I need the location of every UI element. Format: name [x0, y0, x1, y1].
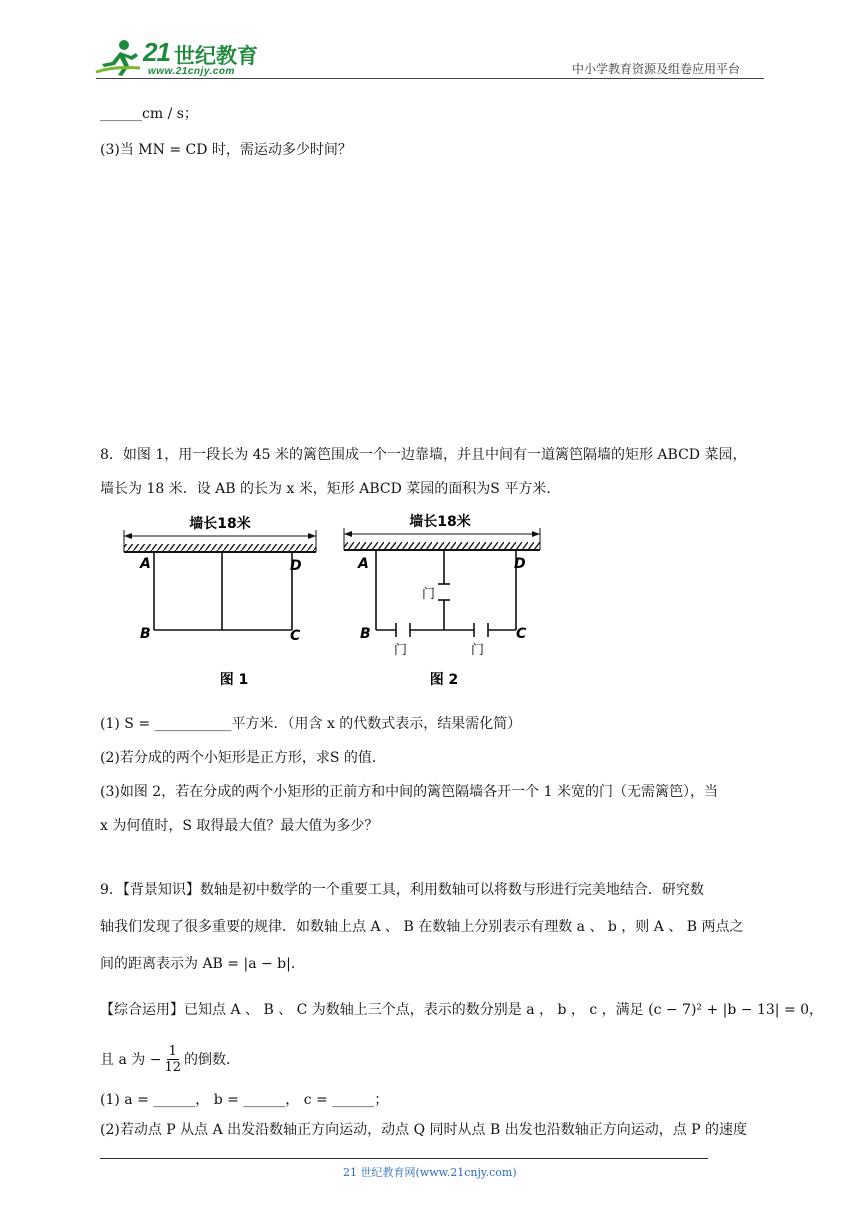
fig2-label-d: D [514, 556, 526, 572]
fig2-caption: 图 2 [429, 672, 459, 688]
q8-sub1: (1) S = ___________平方米．（用含 x 的代数式表示，结果需化简） [100, 716, 522, 732]
fig1-label-d: D [290, 558, 302, 574]
header [0, 0, 860, 90]
q8-sub2: (2)若分成的两个小矩形是正方形，求S 的值． [100, 750, 386, 766]
fig2-label-b: B [360, 626, 371, 642]
q7-answer-blank: ______cm / s； [100, 106, 198, 122]
logo-text: 世纪教育 [174, 44, 258, 68]
fig1-label-a: A [140, 556, 151, 572]
fig2-label-c: C [516, 626, 527, 642]
fig1-caption: 图 1 [219, 672, 249, 688]
q7-sub3: (3)当 MN = CD 时，需运动多少时间？ [100, 142, 352, 158]
q8-stem-line1: 8．如图 1，用一段长为 45 米的篱笆围成一个一边靠墙，并且中间有一道篱笆隔墙的矩形 ABCD 菜园， [100, 447, 747, 463]
fig2-wall-hatch [344, 542, 540, 550]
footer-rule [100, 1158, 708, 1159]
platform-name: 中小学教育资源及组卷应用平台 [572, 62, 741, 76]
fig1-label-c: C [290, 628, 301, 644]
fig1-wall-label: 墙长18米 [189, 516, 251, 532]
q9-sub1: (1) a = ______， b = ______， c = ______； [100, 1092, 389, 1108]
q9-application-line2 [100, 1044, 240, 1075]
q8-sub3-line2: x 为何值时，S 取得最大值？最大值为多少？ [100, 818, 379, 834]
fig2-door-left-label: 门 [394, 643, 408, 658]
footer-link[interactable]: 21 世纪教育网(www.21cnjy.com) [343, 1166, 517, 1179]
q9-sub2: (2)若动点 P 从点 A 出发沿数轴正方向运动，动点 Q 同时从点 B 出发也沿数轴正方向运动，点 P 的速度 [100, 1122, 748, 1138]
runner-logo-icon [94, 38, 144, 78]
figure-1-diagram [110, 510, 330, 690]
fig2-label-a: A [358, 556, 369, 572]
q8-stem-line2: 墙长为 18 米．设 AB 的长为 x 米，矩形 ABCD 菜园的面积为S 平方米． [100, 481, 561, 497]
fig2-door-middle-label: 门 [422, 587, 436, 602]
fig2-door-right-label: 门 [471, 643, 485, 658]
q9-stem-line3: 间的距离表示为 AB = |a − b|． [100, 956, 305, 972]
fraction [164, 1044, 181, 1075]
logo-url: www.21cnjy.com [148, 66, 235, 77]
q8-sub3-line1: (3)如图 2，若在分成的两个小矩形的正前方和中间的篱笆隔墙各开一个 1 米宽的门（无需篱笆），当 [100, 784, 718, 800]
q9-application-line1: 【综合运用】已知点 A 、 B 、 C 为数轴上三个点，表示的数分别是 a ， b ， c ，满足 (c − 7)² + |b − 13| = 0， [100, 1002, 824, 1018]
q9-line5-suffix: 的倒数． [183, 1051, 240, 1068]
fig1-wall-hatch [124, 544, 316, 552]
fraction-denominator: 12 [164, 1060, 181, 1075]
logo-number: 21 [143, 37, 170, 67]
q9-line5-prefix: 且 a 为 − [100, 1051, 162, 1068]
fig1-label-b: B [140, 626, 151, 642]
fraction-numerator: 1 [168, 1044, 177, 1059]
q9-stem-line1: 9．【背景知识】数轴是初中数学的一个重要工具，利用数轴可以将数与形进行完美地结合．研究数 [100, 882, 704, 898]
q9-stem-line2: 轴我们发现了很多重要的规律．如数轴上点 A 、 B 在数轴上分别表示有理数 a 、 b ，则 A 、 B 两点之 [100, 919, 744, 935]
header-rule [96, 78, 764, 79]
figure-2-diagram [330, 510, 550, 690]
fig2-wall-label: 墙长18米 [409, 514, 471, 530]
